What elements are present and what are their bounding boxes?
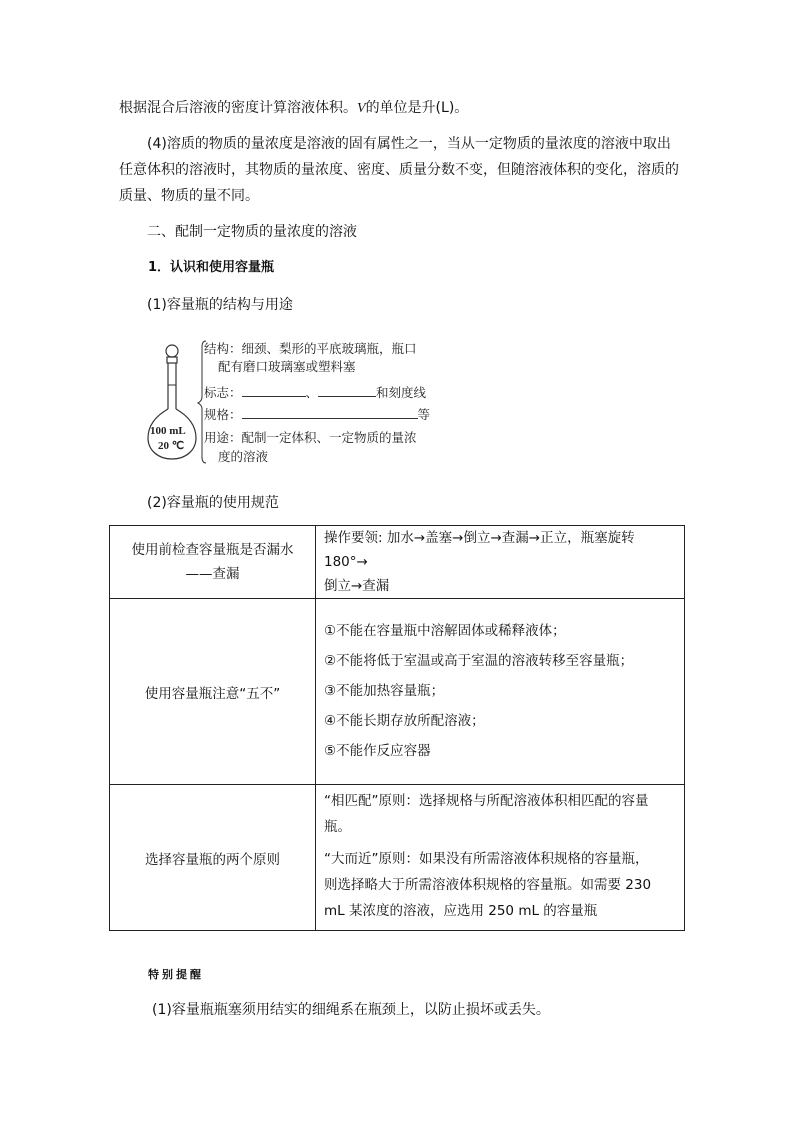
structure-line1: 结构：细颈、梨形的平底玻璃瓶，瓶口 — [204, 341, 417, 356]
flask-label-capacity: 100 mL — [150, 425, 186, 437]
match-principle — [324, 788, 678, 840]
mark-tail: 和刻度线 — [376, 385, 427, 400]
spec-blank — [242, 406, 418, 419]
volumetric-flask-figure — [146, 337, 446, 467]
five-nots-cell: 使用容量瓶注意“五不” — [110, 599, 316, 785]
mark-blank-1 — [242, 384, 306, 397]
spec-prefix: 规格： — [204, 407, 242, 422]
mark-prefix: 标志： — [204, 385, 242, 400]
leak-check-procedure-cell — [316, 526, 685, 599]
mark-line — [204, 384, 426, 401]
intro-tail: 的单位是升(L)。 — [365, 100, 469, 116]
leak-check-label-1: 使用前检查容量瓶是否漏水 — [131, 542, 294, 558]
structure-line2: 配有磨口玻璃塞或塑料塞 — [218, 359, 356, 374]
list-item: ②不能将低于室温或高于室温的溶液转移至容量瓶； — [324, 653, 634, 669]
table-row — [110, 785, 685, 931]
section-heading: 二、配制一定物质的量浓度的溶液 — [147, 224, 357, 240]
use-line2: 度的溶液 — [218, 449, 269, 464]
leak-check-cell — [110, 526, 316, 599]
item1-heading: (1)容量瓶的结构与用途 — [147, 297, 293, 313]
list-item: ④不能长期存放所配溶液； — [324, 713, 485, 729]
usage-rules-table — [109, 525, 685, 931]
flask-label-temperature: 20 ℃ — [158, 440, 185, 452]
procedure-line1: 操作要领: 加水→盖塞→倒立→查漏→正立，瓶塞旋转 180°→ — [324, 530, 635, 570]
intro-text: 根据混合后溶液的密度计算溶液体积。 — [119, 100, 357, 116]
reminder-item-1: (1)容量瓶瓶塞须用结实的细绳系在瓶颈上，以防止损坏或丢失。 — [152, 1002, 550, 1018]
para4-line2: 任意体积的溶液时，其物质的量浓度、密度、质量分数不变，但随溶液体积的变化，溶质的 — [119, 162, 679, 178]
mark-blank-2 — [318, 384, 376, 397]
two-principles-cell: 选择容量瓶的两个原则 — [110, 785, 316, 931]
use-line1: 用途：配制一定体积、一定物质的量浓 — [204, 430, 417, 445]
larger-near-line2: 则选择略大于所需溶液体积规格的容量瓶。如需要 230 — [324, 876, 652, 893]
spec-tail: 等 — [417, 407, 431, 422]
match-principle-line1: “相匹配”原则：选择规格与所配溶液体积相匹配的容量 — [324, 792, 649, 809]
special-reminder-heading: 特别提醒 — [148, 968, 204, 981]
match-principle-line2: 瓶。 — [324, 818, 351, 835]
item2-heading: (2)容量瓶的使用规范 — [147, 495, 279, 511]
five-nots-list-cell — [316, 599, 685, 785]
subsection-heading: 1．认识和使用容量瓶 — [148, 260, 275, 275]
procedure-line2: 倒立→查漏 — [324, 578, 390, 594]
list-item: ⑤不能作反应容器 — [324, 743, 431, 759]
leak-check-label-2: ——查漏 — [185, 566, 240, 582]
two-principles-content-cell — [316, 785, 685, 931]
spec-line — [204, 406, 430, 423]
larger-near-line1: “大而近”原则：如果没有所需溶液体积规格的容量瓶， — [324, 850, 649, 867]
list-item: ③不能加热容量瓶； — [324, 683, 445, 699]
para4-line3: 质量、物质的量不同。 — [119, 188, 259, 204]
volume-variable: V — [357, 101, 366, 116]
intro-line — [119, 98, 468, 119]
larger-near-line3: mL 某浓度的溶液，应选用 250 mL 的容量瓶 — [324, 902, 598, 919]
table-row — [110, 526, 685, 599]
table-row — [110, 599, 685, 785]
mark-separator: 、 — [305, 385, 319, 400]
list-item: ①不能在容量瓶中溶解固体或稀释液体； — [324, 623, 566, 639]
para4-line1: (4)溶质的物质的量浓度是溶液的固有属性之一，当从一定物质的量浓度的溶液中取出 — [147, 136, 671, 152]
larger-near-principle — [324, 846, 678, 924]
